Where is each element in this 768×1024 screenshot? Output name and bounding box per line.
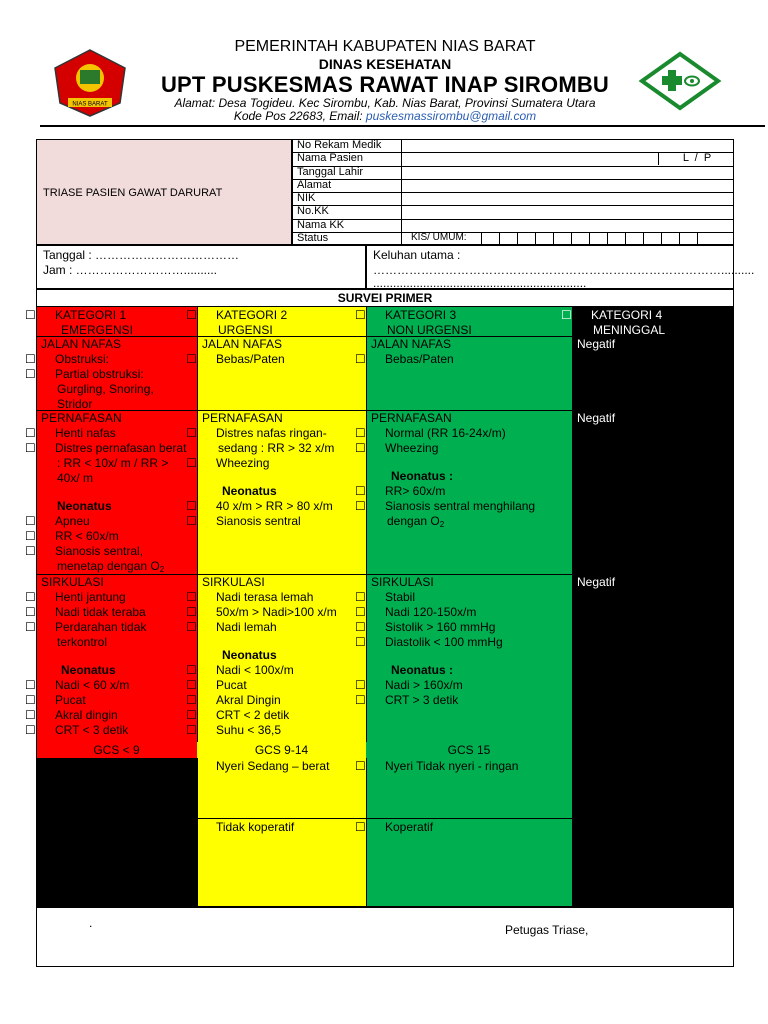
jam-line[interactable]: Jam : ……………………….......... xyxy=(43,263,218,277)
keluhan-line-2[interactable]: ................................................................ xyxy=(373,276,587,290)
cat2-header[interactable]: ☐ KATEGORI 2 URGENSI xyxy=(186,308,288,337)
cat3-nyeri[interactable]: ☐ Nyeri Tidak nyeri - ringan xyxy=(355,759,519,773)
header-email[interactable]: puskesmassirombu@gmail.com xyxy=(365,109,537,123)
kis-digit-box[interactable] xyxy=(571,233,589,244)
survei-table-frame xyxy=(25,289,734,907)
form-title: TRIASE PASIEN GAWAT DARURAT xyxy=(43,187,223,199)
kis-digit-box[interactable] xyxy=(643,233,661,244)
regency-logo xyxy=(50,48,130,118)
cat3-jalan-nafas: JALAN NAFAS ☐ Bebas/Paten xyxy=(355,337,454,366)
identity-field-row xyxy=(292,139,734,152)
identity-field-row xyxy=(292,205,734,218)
kis-digit-box[interactable] xyxy=(625,233,643,244)
kis-digit-box[interactable] xyxy=(481,233,499,244)
cat2-jalan-nafas: JALAN NAFAS ☐ Bebas/Paten xyxy=(186,337,285,366)
header-postal: Kode Pos 22683, Email: puskesmassirombu@gmail.com xyxy=(233,109,537,123)
identity-field-label: Status xyxy=(297,231,329,244)
kis-digit-box[interactable] xyxy=(535,233,553,244)
header-address: Alamat: Desa Togideu. Kec Sirombu, Kab. Nias Barat, Provinsi Sumatera Utara xyxy=(174,96,596,110)
kis-digit-box[interactable] xyxy=(499,233,517,244)
svg-text:NIAS BARAT: NIAS BARAT xyxy=(72,101,108,108)
kis-umum-label: KIS/ UMUM: xyxy=(411,231,467,243)
cat2-gcs: GCS 9-14 xyxy=(197,742,366,758)
identity-field-row xyxy=(292,219,734,232)
cat4-negatif-2: Negatif xyxy=(577,411,616,425)
identity-field-row xyxy=(292,166,734,179)
footer-dot: . xyxy=(89,916,93,930)
cat4-negatif-3: Negatif xyxy=(577,575,616,589)
identity-field-label: Nama KK xyxy=(297,218,345,231)
identity-field-label: No Rekam Medik xyxy=(297,139,382,151)
kis-digit-box[interactable] xyxy=(589,233,607,244)
cat3-gcs: GCS 15 xyxy=(366,742,572,758)
identity-field-row xyxy=(292,179,734,192)
cat1-jalan-nafas: JALAN NAFAS ☐ Obstruksi: ☐ Partial obstruksi: Gurgling, Snoring, Stridor xyxy=(25,337,154,411)
cat1-gcs: GCS < 9 xyxy=(36,742,197,758)
cat3-sirkulasi: SIRKULASI ☐ Stabil ☐ Nadi 120-150x/m ☐ Sistolik > 160 mmHg ☐ Diastolik < 100 mmHg Neonatus : ☐ Nadi > 160x/m ☐ CRT > 3 detik xyxy=(355,575,503,707)
gender-lp[interactable]: L / P xyxy=(658,152,735,164)
puskesmas-logo xyxy=(640,52,720,110)
identity-field-row xyxy=(292,232,734,245)
cat1-header[interactable]: ☐ KATEGORI 1 EMERGENSI xyxy=(25,308,134,337)
cat4-negatif-1: Negatif xyxy=(577,337,616,351)
identity-field-label: Nama Pasien xyxy=(297,152,364,165)
identity-field-label: NIK xyxy=(297,192,316,204)
keluhan-line-1[interactable]: …………………………………………………………………………….......... xyxy=(373,263,755,277)
identity-field-label: No.KK xyxy=(297,205,329,218)
header-rule xyxy=(40,125,765,127)
kis-digit-box[interactable] xyxy=(679,233,697,244)
cat3-kooperatif[interactable]: ☐ Koperatif xyxy=(355,820,434,834)
kis-digit-box[interactable] xyxy=(607,233,625,244)
cat2-nyeri[interactable]: ☐ Nyeri Sedang – berat xyxy=(186,759,330,773)
identity-field-row xyxy=(292,192,734,205)
header-title: UPT PUSKESMAS RAWAT INAP SIROMBU xyxy=(160,72,610,97)
identity-field-label: Alamat xyxy=(297,178,332,191)
identity-field-value[interactable] xyxy=(401,167,734,179)
petugas-triase: Petugas Triase, xyxy=(505,923,589,937)
survei-title: SURVEI PRIMER xyxy=(337,291,433,305)
tanggal-line[interactable]: Tanggal : ……………………………… xyxy=(43,248,240,262)
identity-field-value[interactable] xyxy=(401,193,734,205)
identity-field-label: Tanggal Lahir xyxy=(297,165,364,178)
keluhan-label: Keluhan utama : xyxy=(373,248,461,262)
identity-field-row xyxy=(292,152,734,165)
header-department: DINAS KESEHATAN xyxy=(318,56,452,72)
identity-field-value[interactable] xyxy=(401,206,734,218)
kis-digit-box[interactable] xyxy=(517,233,535,244)
cat1-pernafasan: PERNAFASAN ☐ Henti nafas ☐ Distres pernafasan berat : RR < 10x/ m / RR > 40x/ m Neonatus ☐ Apneu ☐ RR < 60x/m ☐ Sianosis sentral, menetap dengan $O_2$ xyxy=(25,411,187,574)
cat2-sirkulasi: SIRKULASI ☐ Nadi terasa lemah ☐ 50x/m > Nadi>100 x/m ☐ Nadi lemah Neonatus ☐ Nadi < 100x/m ☐ Pucat ☐ Akral Dingin ☐ CRT < 2 detik ☐ Suhu < 36,5 xyxy=(186,575,337,737)
kis-digit-box[interactable] xyxy=(553,233,571,244)
kis-digit-box[interactable] xyxy=(697,233,715,244)
identity-field-value[interactable] xyxy=(401,140,734,152)
kis-digit-box[interactable] xyxy=(661,233,679,244)
cat2-pernafasan: PERNAFASAN ☐ Distres nafas ringan-sedang : RR > 32 x/m ☐ Wheezing Neonatus ☐ 40 x/m > RR > 80 x/m ☐ Sianosis sentral xyxy=(186,411,335,528)
cat2-kooperatif[interactable]: ☐ Tidak koperatif xyxy=(186,820,295,834)
identity-field-value[interactable] xyxy=(401,180,734,192)
cat3-header[interactable]: ☐ KATEGORI 3 NON URGENSI xyxy=(355,308,472,337)
cat4-header[interactable]: ☐ KATEGORI 4 MENINGGAL xyxy=(561,308,666,337)
header-government: PEMERINTAH KABUPATEN NIAS BARAT xyxy=(234,38,536,55)
cat1-sirkulasi: SIRKULASI ☐ Henti jantung ☐ Nadi tidak teraba ☐ Perdarahan tidak terkontrol Neonatus ☐ Nadi < 60 x/m ☐ Pucat ☐ Akral dingin ☐ CRT < 3 detik xyxy=(25,575,147,737)
cat3-pernafasan: PERNAFASAN ☐ Normal (RR 16-24x/m) ☐ Wheezing Neonatus : ☐ RR> 60x/m ☐ Sianosis sentral menghilang dengan $O_2$ xyxy=(355,411,536,529)
